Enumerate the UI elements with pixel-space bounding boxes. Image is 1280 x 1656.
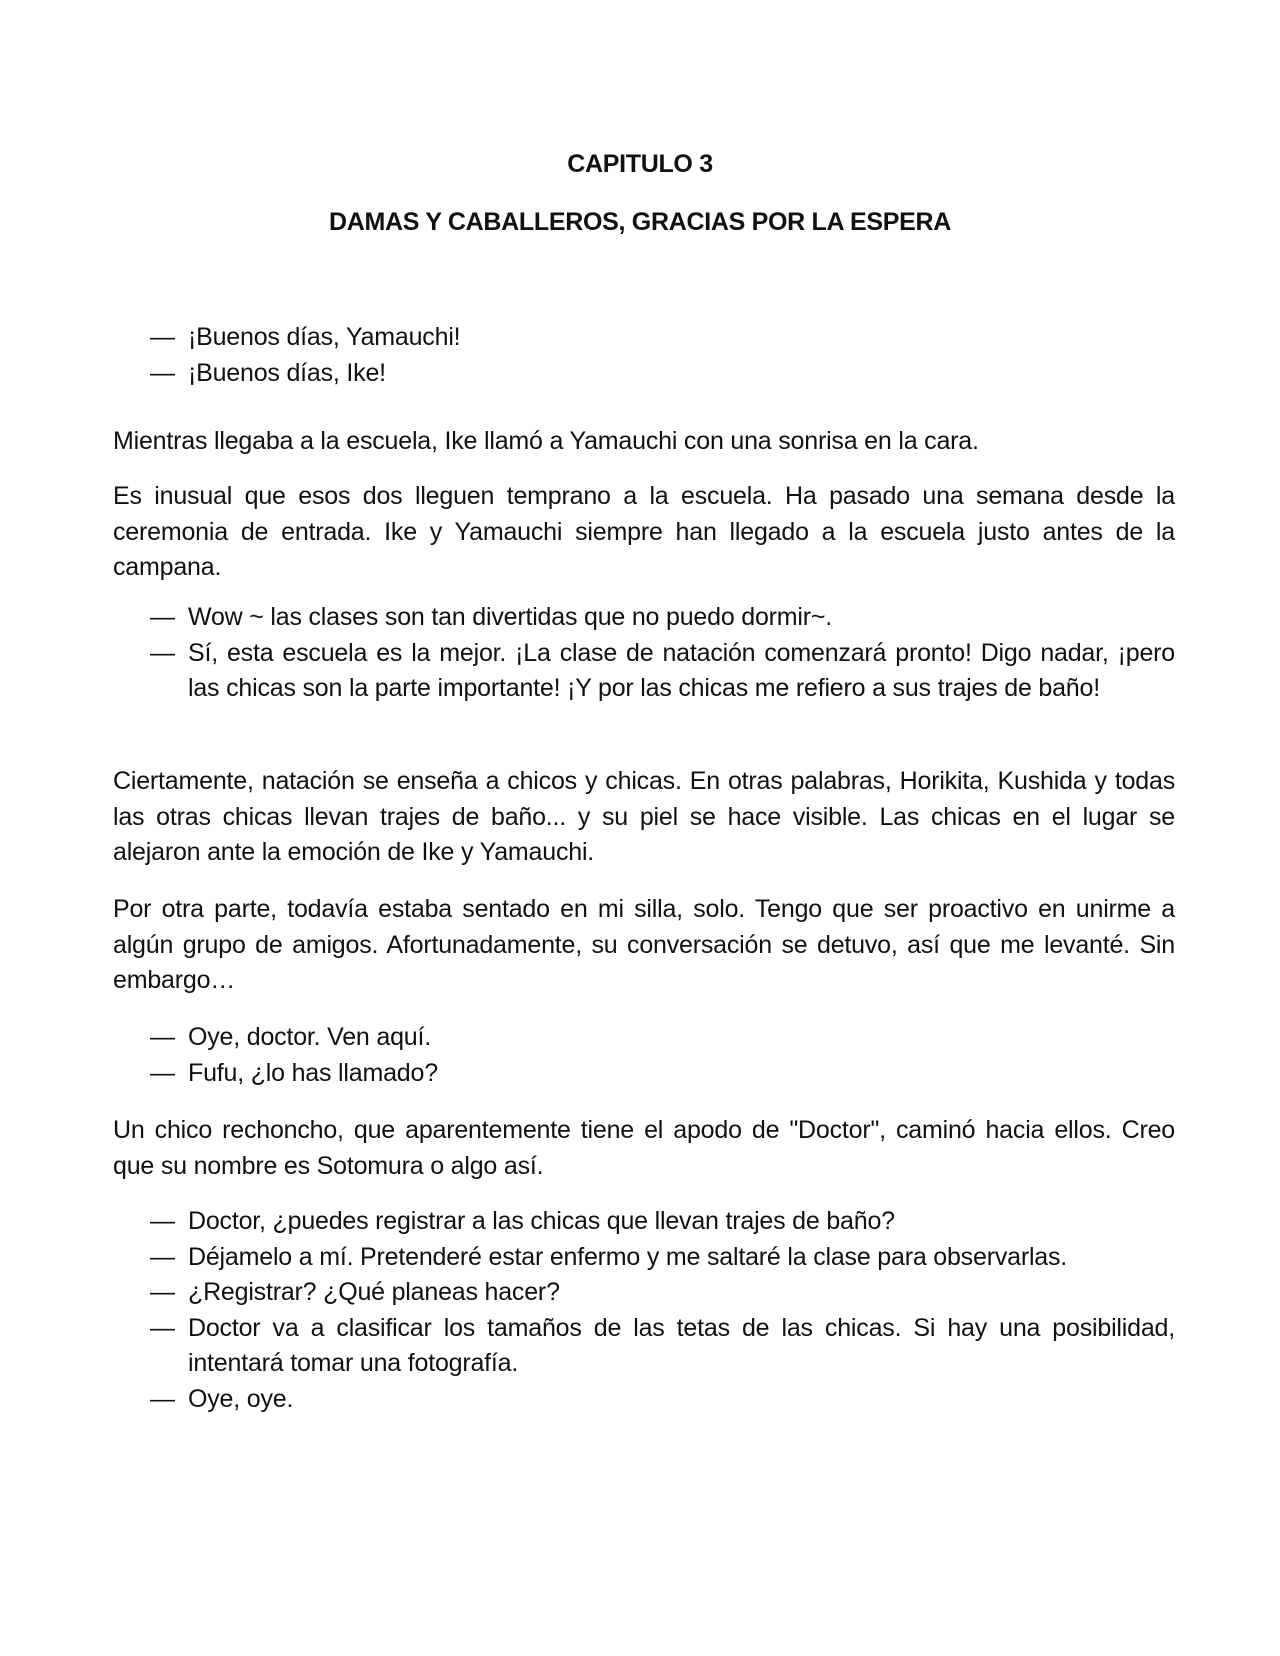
dialogue-block [113, 600, 1175, 707]
dialogue-line [113, 1275, 1175, 1311]
dialogue-text: Déjamelo a mí. Pretenderé estar enfermo y me saltaré la clase para observarlas. [188, 1242, 1068, 1271]
dialogue-block [113, 320, 1175, 391]
dialogue-text: Fufu, ¿lo has llamado? [188, 1058, 438, 1087]
dialogue-line [113, 1020, 1175, 1056]
em-dash: — [150, 323, 175, 351]
dialogue-line [113, 1204, 1175, 1240]
dialogue-line [113, 636, 1175, 707]
paragraph-block [113, 1113, 1175, 1184]
paragraph-block [113, 479, 1175, 586]
em-dash: — [150, 1058, 175, 1087]
em-dash: — [150, 1278, 175, 1306]
dialogue-line [113, 1311, 1175, 1382]
em-dash: — [150, 1023, 175, 1051]
dialogue-text: Oye, oye. [188, 1384, 294, 1413]
dialogue-block [113, 1020, 1175, 1091]
dialogue-text: Doctor, ¿puedes registrar a las chicas que llevan trajes de baño? [188, 1207, 895, 1235]
paragraph: Por otra parte, todavía estaba sentado en mi silla, solo. Tengo que ser proactivo en unirme a algún grupo de amigos. Afortunadamente, su conversación se detuvo, así que me levanté. Sin embargo… [113, 895, 1175, 994]
em-dash: — [150, 1242, 175, 1271]
dialogue-line [113, 1240, 1175, 1276]
dialogue-block [113, 1204, 1175, 1417]
em-dash: — [150, 1384, 175, 1413]
em-dash: — [150, 1207, 175, 1235]
em-dash: — [150, 358, 175, 387]
dialogue-text: Wow ~ las clases son tan divertidas que no puedo dormir~. [188, 603, 833, 631]
dialogue-text: Doctor va a clasificar los tamaños de las tetas de las chicas. Si hay una posibilidad, intentará tomar una fotografía. [188, 1313, 1175, 1377]
dialogue-line [113, 1382, 1175, 1418]
dialogue-text: Oye, doctor. Ven aquí. [188, 1023, 431, 1051]
dialogue-text: Sí, esta escuela es la mejor. ¡La clase de natación comenzará pronto! Digo nadar, ¡pero las chicas son la parte importante! ¡Y por las chicas me refiero a sus trajes de baño! [188, 638, 1175, 702]
em-dash: — [150, 638, 175, 667]
chapter-subtitle: DAMAS Y CABALLEROS, GRACIAS POR LA ESPERA [328, 208, 952, 236]
dialogue-line [113, 600, 1175, 636]
chapter-number-title: CAPITULO 3 [567, 150, 713, 178]
paragraph: Mientras llegaba a la escuela, Ike llamó a Yamauchi con una sonrisa en la cara. [113, 427, 979, 455]
paragraph: Un chico rechoncho, que aparentemente tiene el apodo de "Doctor", caminó hacia ellos. Creo que su nombre es Sotomura o algo así. [113, 1116, 1175, 1180]
dialogue-line [113, 356, 1175, 392]
paragraph: Es inusual que esos dos lleguen temprano a la escuela. Ha pasado una semana desde la ceremonia de entrada. Ike y Yamauchi siempre han llegado a la escuela justo antes de la campana. [113, 482, 1175, 581]
dialogue-line [113, 1056, 1175, 1092]
dialogue-text: ¡Buenos días, Ike! [188, 358, 386, 387]
paragraph: Ciertamente, natación se enseña a chicos y chicas. En otras palabras, Horikita, Kushida y todas las otras chicas llevan trajes de baño... y su piel se hace visible. Las chicas en el lugar se alejaron ante la emoción de Ike y Yamauchi. [113, 767, 1175, 866]
paragraph-block [113, 892, 1175, 999]
dialogue-line [113, 320, 1175, 356]
paragraph-block [113, 424, 1175, 460]
em-dash: — [150, 1313, 175, 1342]
dialogue-text: ¡Buenos días, Yamauchi! [188, 323, 461, 351]
em-dash: — [150, 603, 175, 631]
dialogue-text: ¿Registrar? ¿Qué planeas hacer? [188, 1278, 560, 1306]
paragraph-block [113, 764, 1175, 871]
